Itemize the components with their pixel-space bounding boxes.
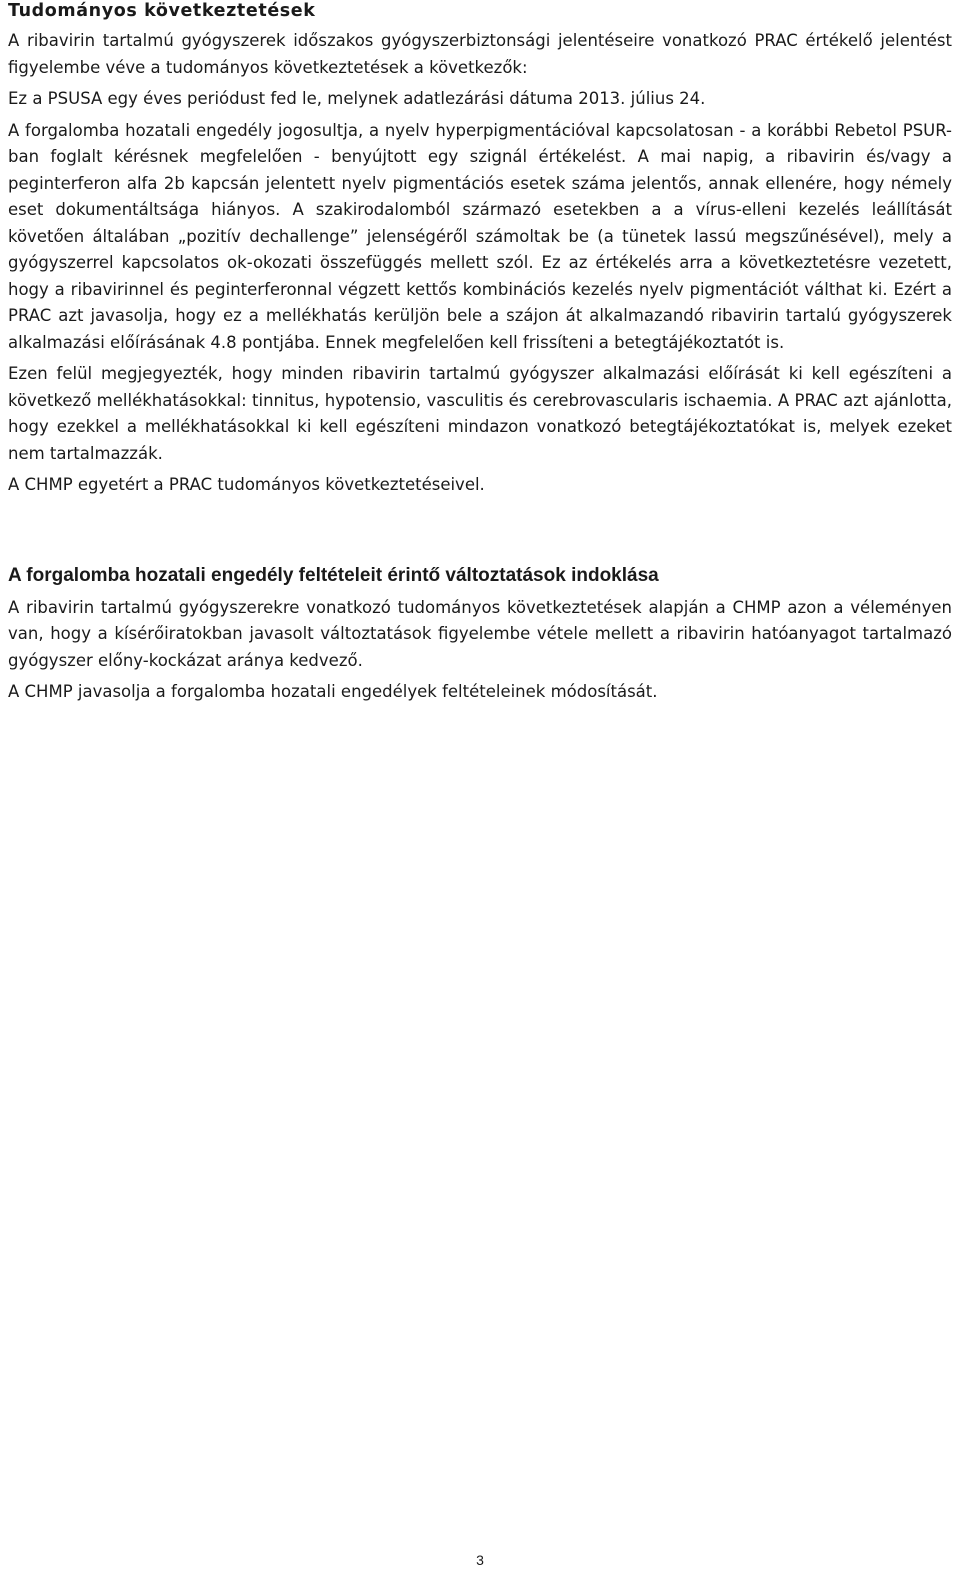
- main-paragraph: A forgalomba hozatali engedély jogosultja, a nyelv hyperpigmentációval kapcsolatosan - a korábbi Rebetol PSUR-ban foglalt kérésnek megfelelően - benyújtott egy szignál értékelést. A mai napig, a ribavirin és/vagy a peginterferon alfa 2b kapcsán jelentett nyelv pigmentációs esetek száma jelentős, annak ellenére, hogy némely eset dokumentáltsága hiányos. A szakirodalomból származó esetekben a a vírus-elleni kezelés leállítását követően általában „pozitív dechallenge” jelenségéről számoltak be (a tünetek lassú megszűnésével), mely a gyógyszerrel kapcsolatos ok-okozati összefüggés mellett szól. Ez az értékelés arra a következtetésre vezetett, hogy a ribavirinnel és peginterferonnal végzett kettős kombinációs kezelés nyelv pigmentációt válthat ki. Ezért a PRAC azt javasolja, hogy ez a mellékhatás kerüljön bele a szájon át alkalmazandó ribavirin tartalú gyógyszerek alkalmazási előírásának 4.8 pontjába. Ennek megfelelően kell frissíteni a betegtájékoztatót is.: [8, 120, 952, 352]
- section-title: A forgalomba hozatali engedély feltételeit érintő változtatások indoklása: [8, 564, 659, 586]
- chmp-agree-paragraph: A CHMP egyetért a PRAC tudományos következtetéseivel.: [8, 475, 485, 494]
- chmp-opinion-paragraph: A ribavirin tartalmú gyógyszerekre vonatkozó tudományos következtetések alapján a CHMP azon a véleményen van, hogy a kísérőiratokban javasolt változtatások figyelembe vétele mellett a ribavirin hatóanyagot tartalmazó gyógyszer előny-kockázat aránya kedvező.: [8, 597, 952, 670]
- section-spacer: [8, 499, 952, 563]
- intro-paragraph: A ribavirin tartalmú gyógyszerek időszakos gyógyszerbiztonsági jelentéseire vonatkozó PRAC értékelő jelentést figyelembe véve a tudományos következtetések a következők:: [8, 31, 952, 77]
- page-heading: Tudományos következtetések: [8, 1, 316, 21]
- page-number: 3: [476, 1552, 484, 1568]
- chmp-recommendation-paragraph: A CHMP javasolja a forgalomba hozatali engedélyek feltételeinek módosítását.: [8, 682, 658, 701]
- addition-paragraph: Ezen felül megjegyezték, hogy minden ribavirin tartalmú gyógyszer alkalmazási előírását ki kell egészíteni a következő mellékhatásokkal: tinnitus, hypotensio, vasculitis és cerebrovascularis ischaemia. A PRAC azt ajánlotta, hogy ezekkel a mellékhatásokkal ki kell egészíteni mindazon vonatkozó betegtájékoztatókat is, melyek ezeket nem tartalmazzák.: [8, 364, 952, 463]
- psusa-paragraph: Ez a PSUSA egy éves periódust fed le, melynek adatlezárási dátuma 2013. július 24.: [8, 89, 706, 108]
- document-page: [8, 0, 952, 706]
